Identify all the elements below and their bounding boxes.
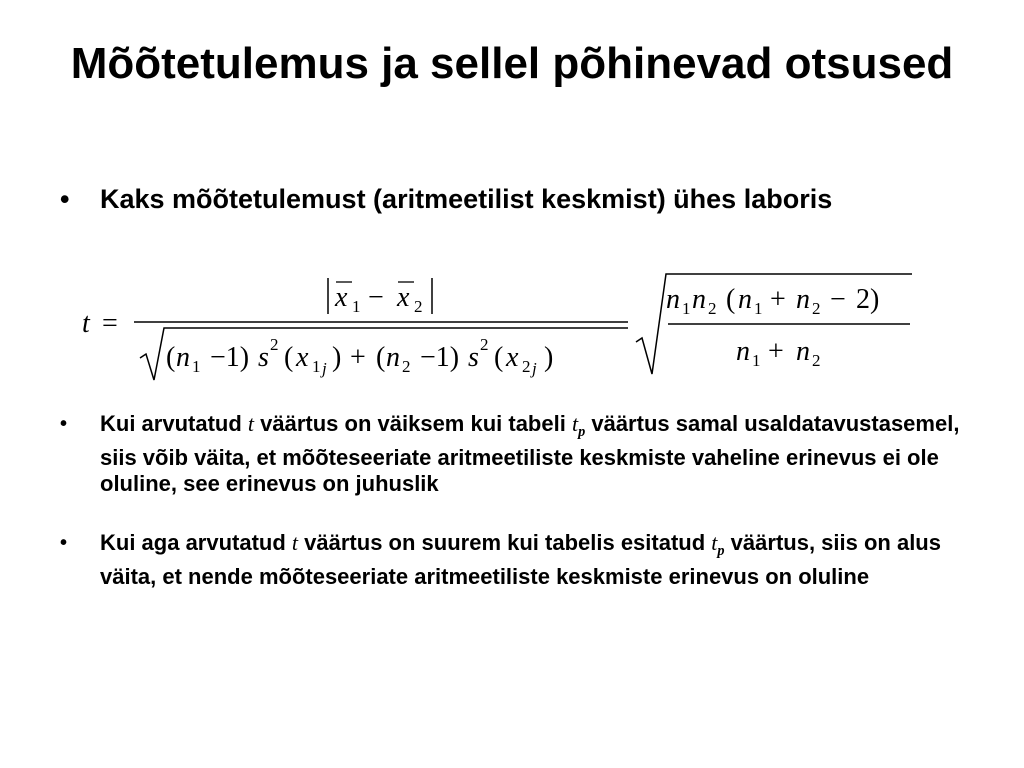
svg-text:n: n (796, 336, 810, 367)
svg-text:x: x (397, 282, 410, 313)
text-fragment: Kui arvutatud (100, 411, 248, 436)
svg-text:): ) (544, 342, 554, 373)
svg-text:2): 2) (856, 284, 880, 315)
svg-text:(: ( (376, 342, 386, 373)
svg-text:1: 1 (192, 357, 201, 376)
svg-text:(: ( (726, 284, 736, 315)
bullet-marker: • (60, 532, 68, 554)
svg-text:n: n (176, 342, 190, 373)
text-fragment: väärtus, siis on alus väita, et nende mõõteseeriate aritmeetiliste keskmiste erinevus on oluline (100, 530, 941, 589)
svg-text:+: + (770, 284, 786, 315)
svg-text:−1): −1) (210, 342, 250, 373)
tp-symbol (711, 530, 725, 559)
svg-text:+: + (350, 342, 366, 373)
svg-text:2: 2 (402, 357, 411, 376)
svg-text:2: 2 (414, 297, 423, 316)
svg-text:n: n (738, 284, 752, 315)
text-fragment: väärtus samal usaldatavustasemel, siis võib väita, et mõõteseeriate aritmeetiliste keskmiste vaheline erinevus ei ole oluline, see erinevus on juhuslik (100, 411, 960, 496)
svg-text:(: ( (494, 342, 504, 373)
svg-text:2: 2 (480, 335, 489, 354)
t-test-formula (70, 262, 930, 382)
svg-text:t: t (82, 308, 90, 339)
svg-text:n: n (692, 284, 706, 315)
svg-text:j: j (532, 359, 537, 378)
slide-title: Mõõtetulemus ja sellel põhinevad otsused (70, 39, 954, 88)
text-fragment: Kui aga arvutatud (100, 530, 292, 555)
t-symbol: t (291, 530, 299, 555)
svg-text:2: 2 (522, 357, 531, 376)
bullet-marker: • (60, 184, 70, 214)
svg-text:=: = (102, 308, 118, 339)
svg-text:n: n (796, 284, 810, 315)
svg-text:x: x (335, 282, 348, 313)
svg-text:1: 1 (754, 299, 763, 318)
svg-text:1: 1 (752, 351, 761, 370)
svg-text:1: 1 (352, 297, 361, 316)
bullet-smaller-t-text (100, 411, 960, 497)
svg-text:j: j (322, 359, 327, 378)
svg-text:): ) (332, 342, 342, 373)
t-symbol: t (247, 411, 255, 436)
tp-base: t (571, 411, 579, 436)
svg-text:−: − (830, 284, 846, 315)
bullet-intro-text: Kaks mõõtetulemust (aritmeetilist keskmist) ühes laboris (100, 184, 833, 214)
svg-text:2: 2 (708, 299, 717, 318)
bullet-larger-t-text (100, 530, 990, 590)
text-fragment: väärtus on suurem kui tabelis esitatud (298, 530, 712, 555)
svg-text:(: ( (166, 342, 176, 373)
tp-symbol (571, 411, 586, 440)
svg-text:1: 1 (312, 357, 321, 376)
svg-text:1: 1 (682, 299, 691, 318)
svg-text:s: s (258, 342, 269, 373)
svg-text:n: n (386, 342, 400, 373)
svg-text:x: x (296, 342, 309, 373)
svg-text:n: n (666, 284, 680, 315)
svg-text:−: − (368, 282, 384, 313)
tp-base: t (711, 530, 718, 555)
svg-text:2: 2 (812, 351, 821, 370)
svg-text:s: s (468, 342, 479, 373)
svg-text:2: 2 (270, 335, 279, 354)
svg-text:x: x (506, 342, 519, 373)
svg-text:2: 2 (812, 299, 821, 318)
t-test-formula-graphic (70, 262, 930, 382)
svg-text:n: n (736, 336, 750, 367)
tp-subscript: p (717, 543, 725, 559)
svg-text:−1): −1) (420, 342, 460, 373)
bullet-marker: • (60, 413, 68, 435)
svg-text:(: ( (284, 342, 294, 373)
text-fragment: väärtus on väiksem kui tabeli (254, 411, 572, 436)
tp-subscript: p (578, 424, 586, 440)
svg-text:+: + (768, 336, 784, 367)
